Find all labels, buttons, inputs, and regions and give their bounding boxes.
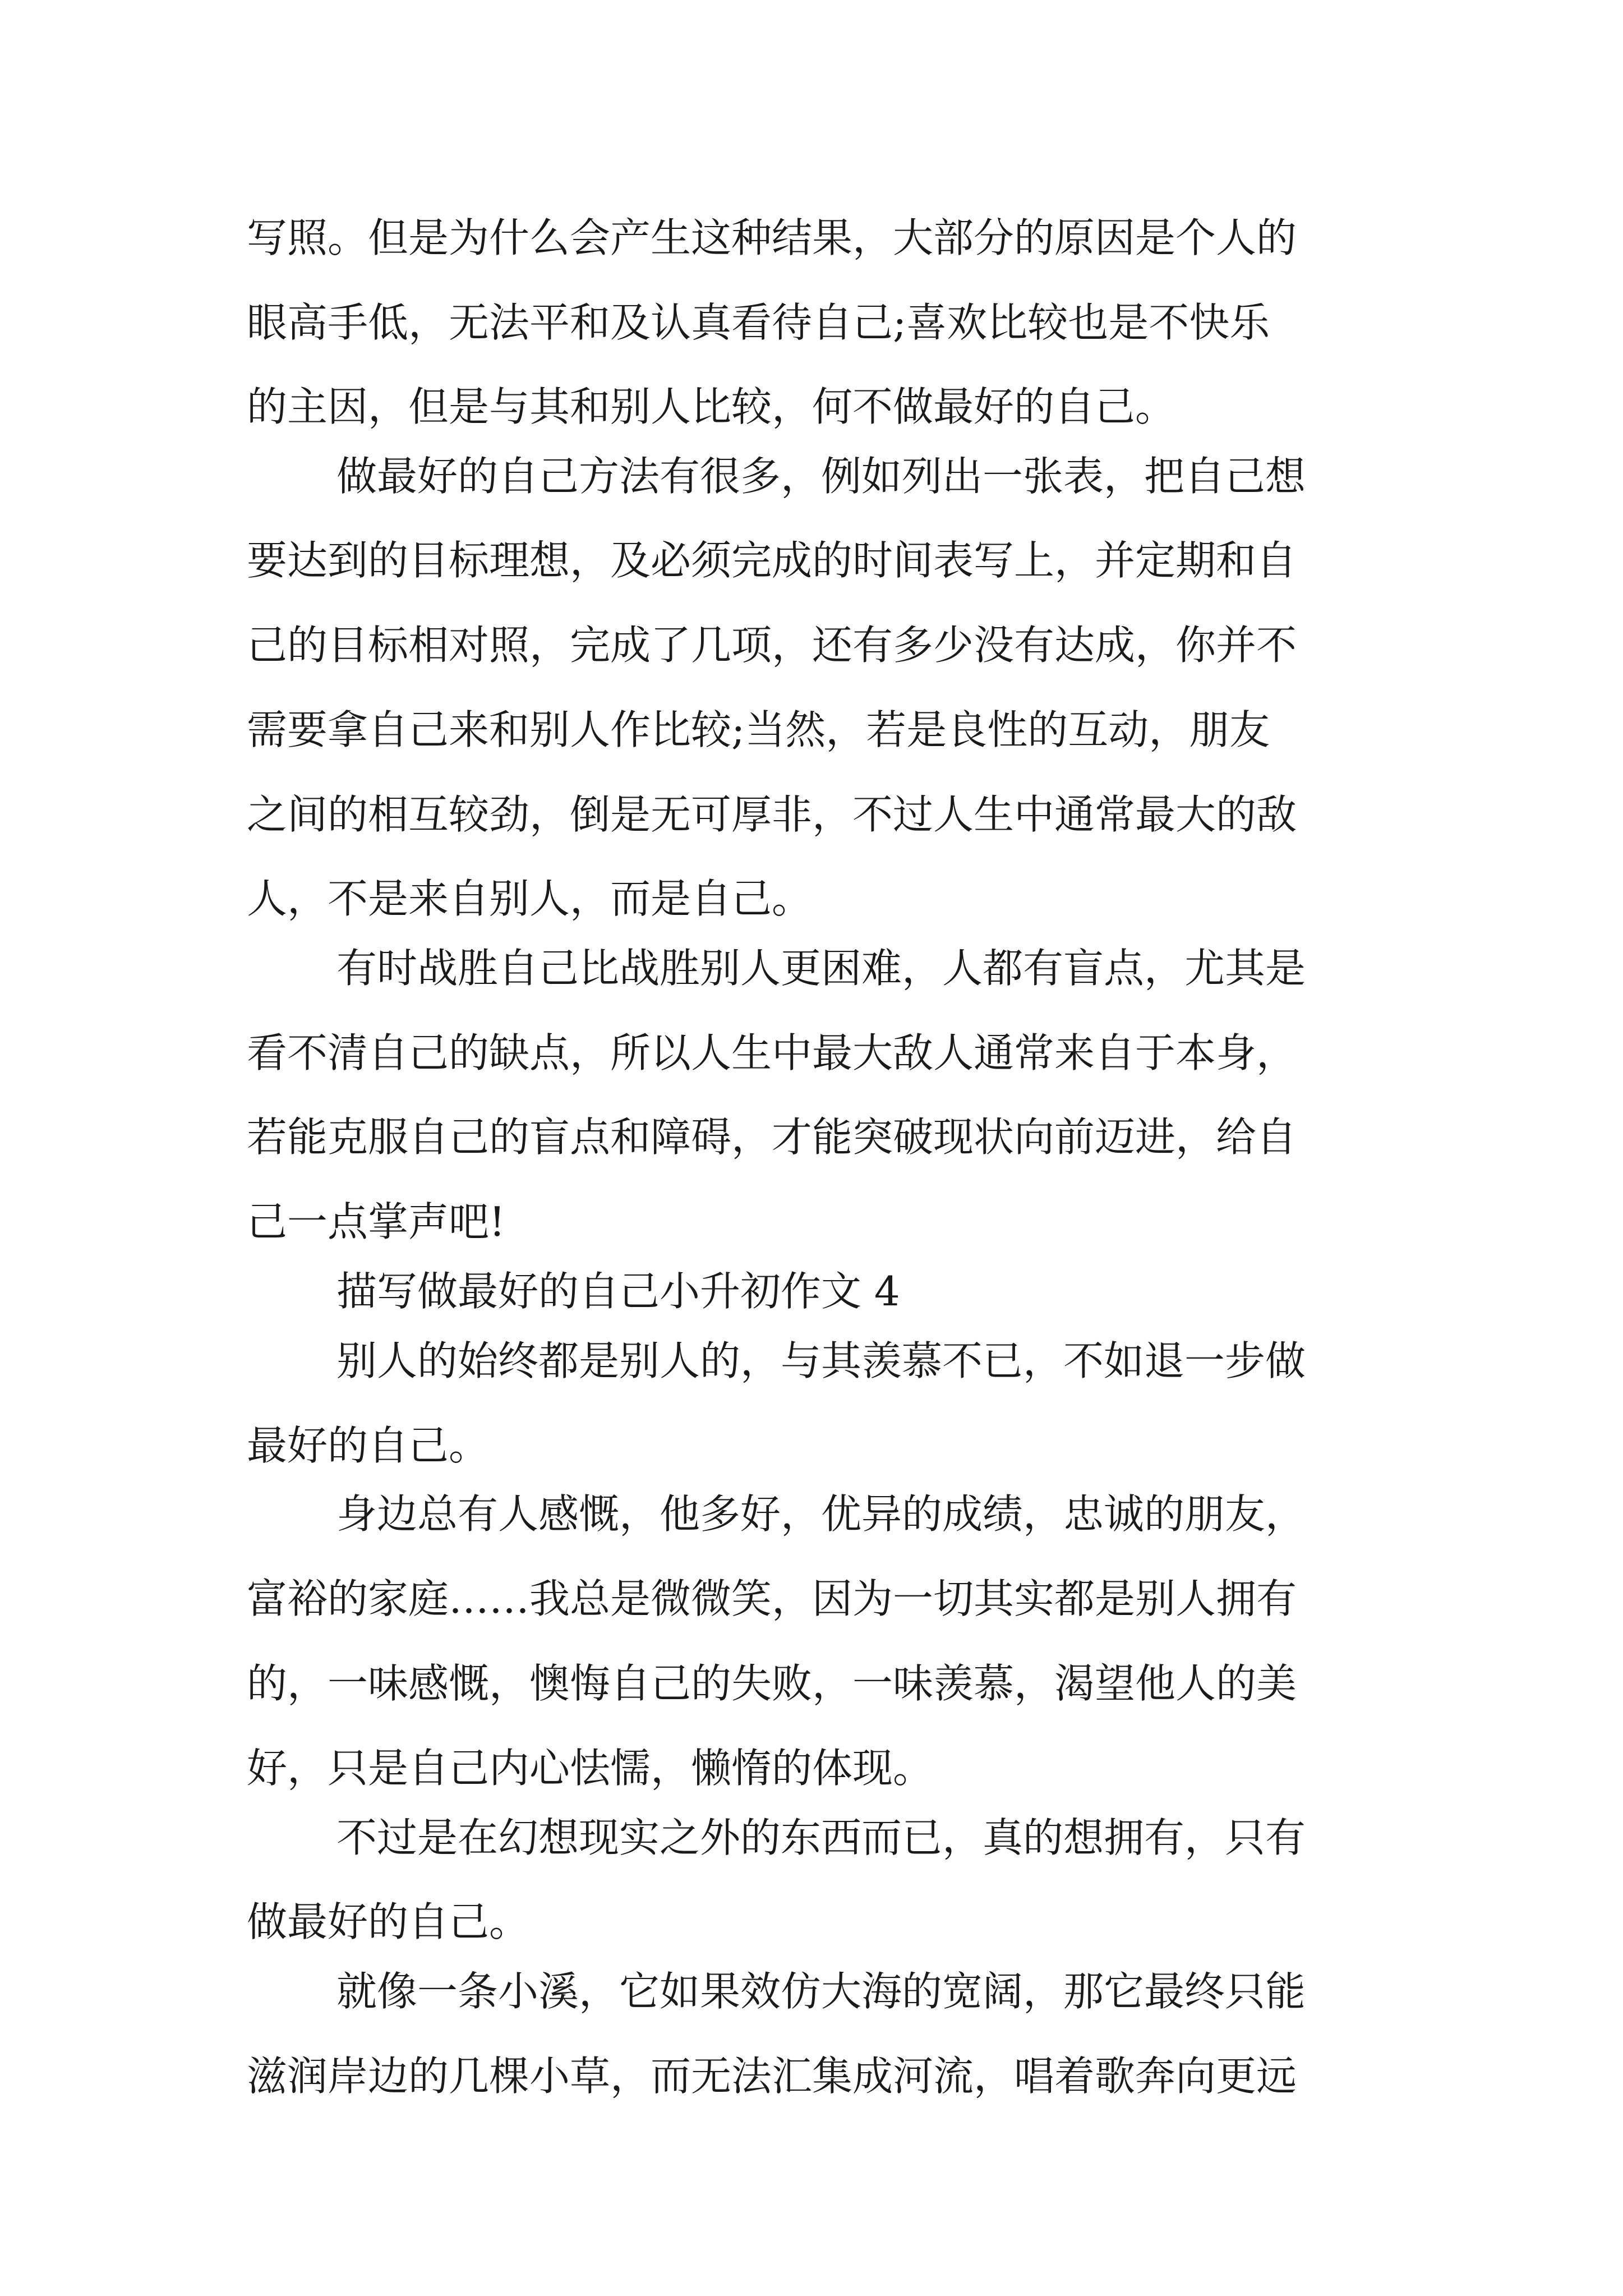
paragraph-line: 写照。但是为什么会产生这种结果，大部分的原因是个人的 [247,214,1297,261]
paragraph-line: 富裕的家庭……我总是微微笑，因为一切其实都是别人拥有 [247,1575,1297,1622]
paragraph-line: 需要拿自己来和别人作比较;当然，若是良性的互动，朋友 [247,706,1270,753]
paragraph-line: 滋润岸边的几棵小草，而无法汇集成河流，唱着歌奔向更远 [247,2053,1297,2100]
paragraph-line: 的主因，但是与其和别人比较，何不做最好的自己。 [247,383,1176,430]
paragraph-line: 要达到的目标理想，及必须完成的时间表写上，并定期和自 [247,537,1297,584]
paragraph-line: 不过是在幻想现实之外的东西而已，真的想拥有，只有 [336,1814,1306,1861]
paragraph-line: 人，不是来自别人，而是自己。 [247,875,813,922]
paragraph-line: 做最好的自己。 [247,1898,530,1945]
paragraph-line: 若能克服自己的盲点和障碍，才能突破现状向前迈进，给自 [247,1114,1297,1161]
paragraph-line: 就像一条小溪，它如果效仿大海的宽阔，那它最终只能 [336,1968,1306,2015]
paragraph-line: 身边总有人感慨，他多好，优异的成绩，忠诚的朋友， [336,1490,1306,1538]
paragraph-line: 之间的相互较劲，倒是无可厚非，不过人生中通常最大的敌 [247,791,1297,838]
paragraph-line: 己的目标相对照，完成了几项，还有多少没有达成，你并不 [247,622,1297,669]
paragraph-line: 看不清自己的缺点，所以人生中最大敌人通常来自于本身， [247,1029,1297,1076]
paragraph-line: 别人的始终都是别人的，与其羡慕不已，不如退一步做 [336,1337,1306,1384]
paragraph-line: 己一点掌声吧! [247,1198,505,1245]
paragraph-line: 好，只是自己内心怯懦，懒惰的体现。 [247,1745,934,1792]
paragraph-line: 的，一味感慨，懊悔自己的失败，一味羡慕，渴望他人的美 [247,1660,1297,1707]
paragraph-line: 做最好的自己方法有很多，例如列出一张表，把自己想 [336,453,1306,500]
section-heading: 描写做最好的自己小升初作文 4 [336,1268,900,1315]
paragraph-line: 有时战胜自己比战胜别人更困难，人都有盲点，尤其是 [336,945,1306,992]
paragraph-line: 最好的自己。 [247,1422,490,1469]
paragraph-line: 眼高手低，无法平和及认真看待自己;喜欢比较也是不快乐 [247,299,1270,346]
